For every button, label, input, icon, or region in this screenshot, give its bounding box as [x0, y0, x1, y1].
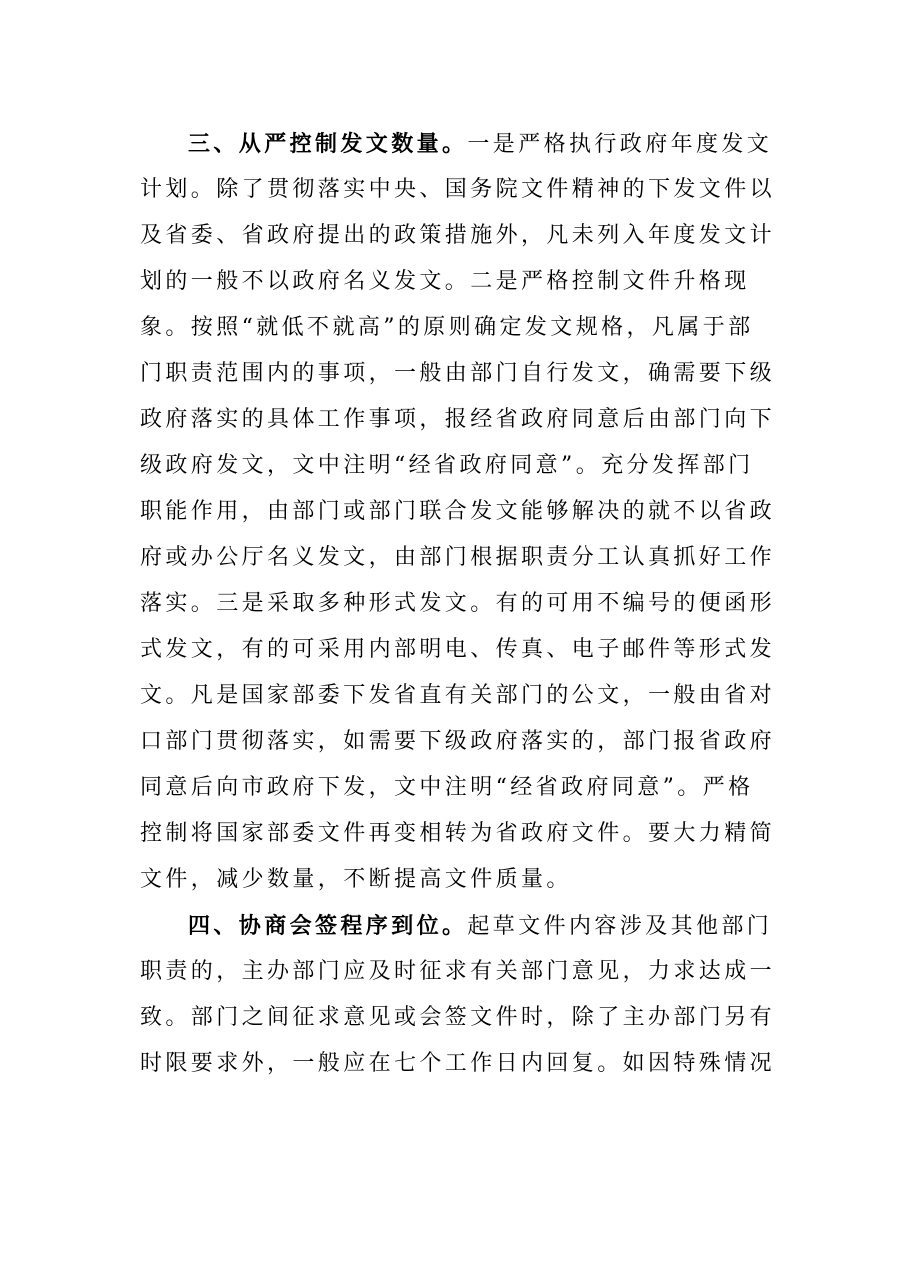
paragraph-3-line-8: 级政府发文，文中注明“经省政府同意”。充分发挥部门 [140, 453, 754, 478]
paragraph-3-line-17: 文件，减少数量，不断提高文件质量。 [140, 867, 572, 892]
paragraph-3-line-10: 府或办公厅名义发文，由部门根据职责分工认真抓好工作 [140, 545, 776, 570]
paragraph-3-line-7: 政府落实的具体工作事项，报经省政府同意后由部门向下 [140, 407, 776, 432]
paragraph-4-line-3: 致。部门之间征求意见或会签文件时，除了主办部门另有 [140, 1005, 776, 1030]
paragraph-4-line-4: 时限要求外，一般应在七个工作日内回复。如因特殊情况 [140, 1051, 776, 1076]
paragraph-3-line-11: 落实。三是采取多种形式发文。有的可用不编号的便函形 [140, 591, 776, 616]
paragraph-4-first-line [140, 903, 773, 949]
paragraph-3-heading: 三、从严控制发文数量。 [188, 131, 468, 157]
paragraph-4-heading: 四、协商会签程序到位。 [188, 913, 468, 939]
paragraph-3-line-1: 一是严格执行政府年度发文 [467, 132, 773, 157]
paragraph-3-first-line [140, 121, 773, 167]
paragraph-3-line-3: 及省委、省政府提出的政策措施外，凡未列入年度发文计 [140, 223, 776, 248]
paragraph-3-line-12: 式发文，有的可采用内部明电、传真、电子邮件等形式发 [140, 637, 776, 662]
paragraph-4-line-1: 起草文件内容涉及其他部门 [467, 914, 773, 939]
paragraph-3-line-9: 职能作用，由部门或部门联合发文能够解决的就不以省政 [140, 499, 776, 524]
paragraph-4-line-2: 职责的，主办部门应及时征求有关部门意见，力求达成一 [140, 959, 776, 984]
paragraph-3-line-16: 控制将国家部委文件再变相转为省政府文件。要大力精简 [140, 821, 776, 846]
paragraph-3-line-14: 口部门贯彻落实，如需要下级政府落实的，部门报省政府 [140, 729, 776, 754]
paragraph-3-line-6: 门职责范围内的事项，一般由部门自行发文，确需要下级 [140, 361, 776, 386]
paragraph-3-line-2: 计划。除了贯彻落实中央、国务院文件精神的下发文件以 [140, 177, 776, 202]
document-body [140, 121, 776, 1087]
paragraph-3-line-15: 同意后向市政府下发，文中注明“经省政府同意”。严格 [140, 775, 754, 800]
paragraph-3-line-4: 划的一般不以政府名义发文。二是严格控制文件升格现 [140, 269, 750, 294]
paragraph-3-line-13: 文。凡是国家部委下发省直有关部门的公文，一般由省对 [140, 683, 776, 708]
paragraph-3-line-5: 象。按照“就低不就高”的原则确定发文规格，凡属于部 [140, 315, 754, 340]
